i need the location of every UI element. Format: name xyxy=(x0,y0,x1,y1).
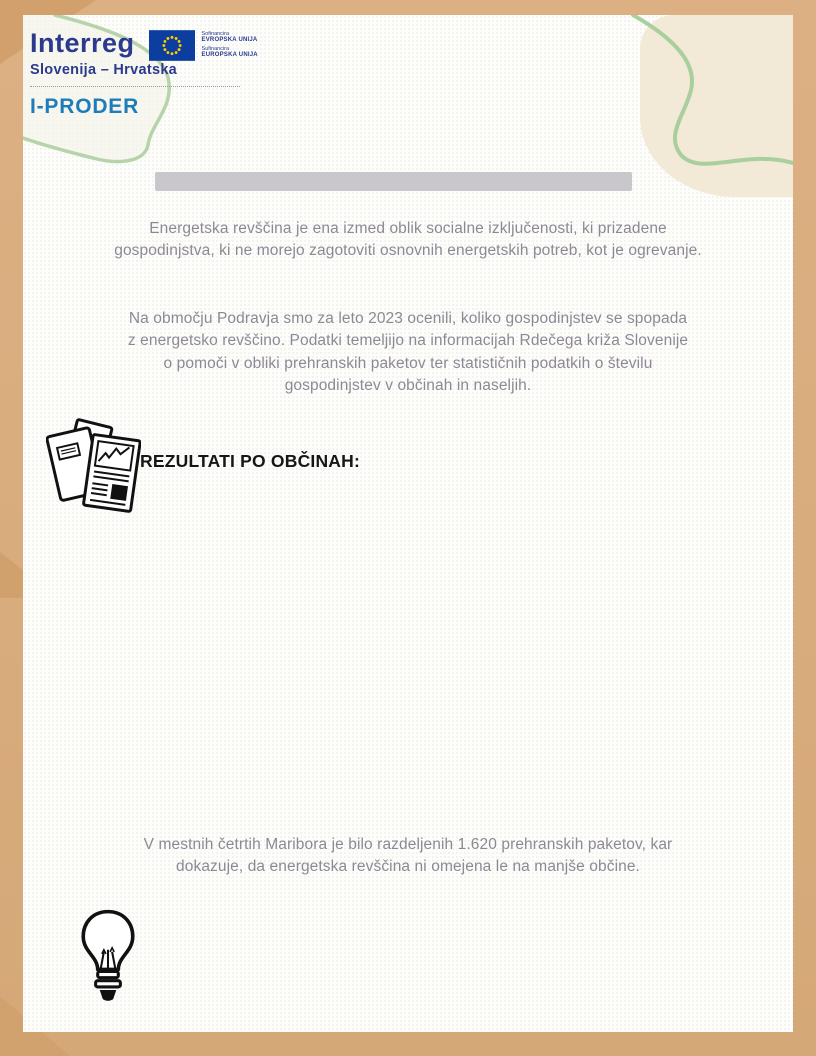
maribor-paragraph: V mestnih četrtih Maribora je bilo razdeljenih 1.620 prehranskih paketov, kar dokazuje, da energetska revščina ni omejena le na manjše občine. xyxy=(143,835,673,875)
logo-block xyxy=(30,28,258,61)
divider xyxy=(30,86,240,87)
cofund-line: Sofinancira xyxy=(201,31,230,37)
intro-paragraph: Energetska revščina je ena izmed oblik socialne izključenosti, ki prizadene gospodinjstva, ki ne morejo zagotoviti osnovnih energetskih potreb, kot je ogrevanje. xyxy=(114,219,702,259)
cofund-line: EVROPSKA UNIJA xyxy=(201,37,258,43)
project-name: I-PRODER xyxy=(30,95,140,118)
lightbulb-icon xyxy=(75,908,141,1006)
redacted-title-bar xyxy=(155,172,632,191)
program-name: Slovenija – Hrvatska xyxy=(30,62,178,78)
results-heading: REZULTATI PO OBČINAH: xyxy=(140,451,361,471)
documents-icon xyxy=(46,417,141,517)
border-accent-left xyxy=(0,552,23,598)
eu-flag-icon xyxy=(149,30,195,61)
cofund-line: EUROPSKA UNIJA xyxy=(201,52,258,58)
document-page xyxy=(23,15,793,1032)
interreg-logo: Interreg xyxy=(30,28,135,58)
cofund-line: Sufinancira xyxy=(201,46,230,52)
method-paragraph: Na območju Podravja smo za leto 2023 ocenili, koliko gospodinjstev se spopada z energetsko revščino. Podatki temeljijo na informacijah Rdečega križa Slovenije o pomoči v obliki prehranskih paketov ter statističnih podatkih o številu gospodinjstev v občinah in naseljih. xyxy=(127,309,689,394)
eu-cofund-text xyxy=(202,31,258,61)
